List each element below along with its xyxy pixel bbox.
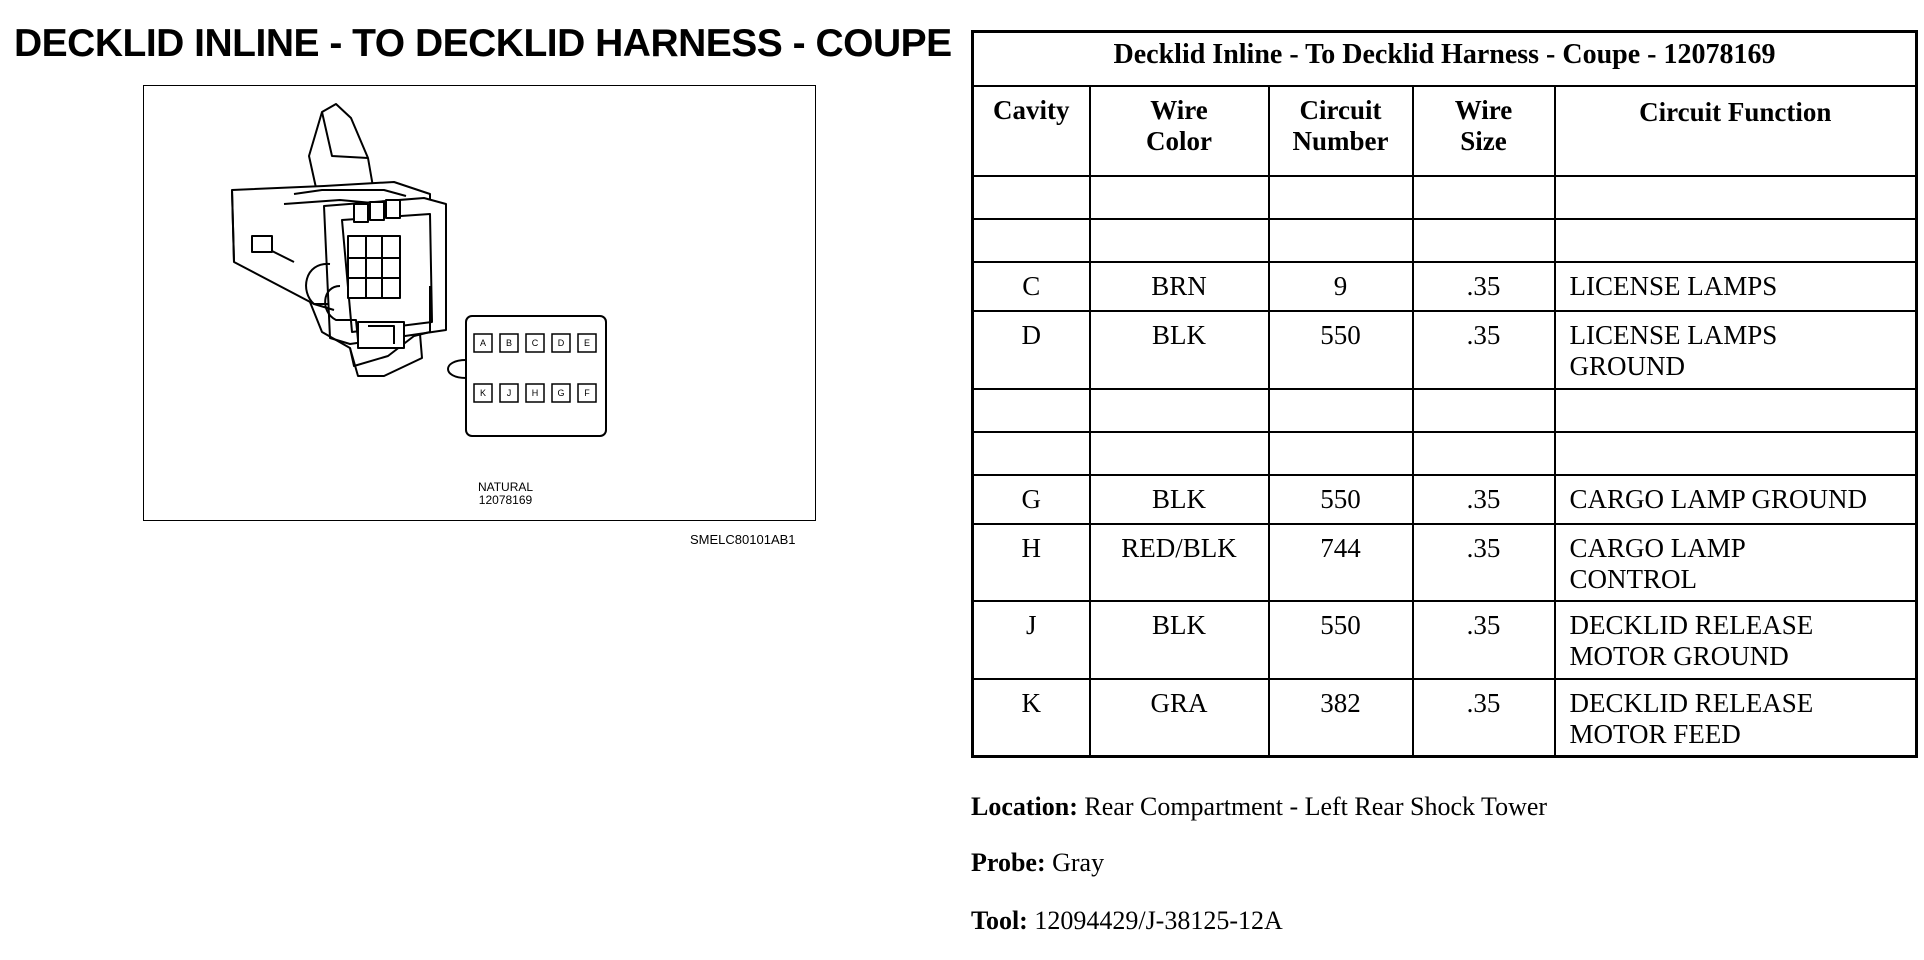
cell-circuit-function — [1555, 262, 1917, 311]
cell-wire-color — [1090, 219, 1269, 262]
connector-drawing — [144, 86, 817, 522]
cell-wire-size: .35 — [1413, 475, 1555, 524]
cell-wire-size — [1413, 219, 1555, 262]
circuit-function-line1: LICENSE LAMPS — [1569, 270, 1778, 301]
circuit-function-line1: DECKLID RELEASE — [1569, 610, 1814, 641]
table-row — [973, 475, 1917, 524]
cell-wire-size: .35 — [1413, 311, 1555, 388]
cell-circuit-function — [1555, 389, 1917, 432]
cavity-label-e: E — [583, 338, 591, 348]
cavity-label-d: D — [557, 338, 565, 348]
cell-wire-color: BLK — [1090, 475, 1269, 524]
table-row — [973, 311, 1917, 388]
figure-code: SMELC80101AB1 — [690, 532, 796, 547]
location-label: Location: — [971, 792, 1078, 821]
tool-note — [971, 906, 1283, 936]
cell-circuit-function — [1555, 475, 1917, 524]
cavity-label-h: H — [531, 388, 539, 398]
circuit-function-line2: MOTOR GROUND — [1569, 641, 1789, 672]
page-title: DECKLID INLINE - TO DECKLID HARNESS - COUPE — [14, 22, 952, 65]
cell-wire-color: RED/BLK — [1090, 524, 1269, 601]
table-row — [973, 601, 1917, 678]
table-row — [973, 262, 1917, 311]
circuit-function-line1: CARGO LAMP — [1569, 532, 1746, 563]
cell-wire-size: .35 — [1413, 601, 1555, 678]
cell-cavity: H — [973, 524, 1090, 601]
cell-cavity: C — [973, 262, 1090, 311]
cell-cavity: J — [973, 601, 1090, 678]
cell-cavity: G — [973, 475, 1090, 524]
connector-illustration — [143, 85, 816, 521]
cell-cavity: D — [973, 311, 1090, 388]
cell-circuit-number: 744 — [1269, 524, 1413, 601]
cell-circuit-number: 9 — [1269, 262, 1413, 311]
cell-cavity — [973, 389, 1090, 432]
cell-cavity — [973, 432, 1090, 475]
circuit-function-line2: MOTOR FEED — [1569, 718, 1741, 749]
circuit-function-line1: CARGO LAMP GROUND — [1569, 483, 1868, 514]
connector-pinout-table — [971, 30, 1918, 758]
location-note — [971, 792, 1547, 822]
header-circuit-function: Circuit Function — [1555, 86, 1917, 176]
circuit-function-line1: DECKLID RELEASE — [1569, 687, 1814, 718]
probe-note — [971, 848, 1104, 878]
cell-wire-color — [1090, 176, 1269, 219]
table-row — [973, 389, 1917, 432]
cavity-label-a: A — [479, 338, 487, 348]
circuit-function-line2: CONTROL — [1569, 563, 1697, 594]
cell-circuit-number: 550 — [1269, 475, 1413, 524]
table-row — [973, 524, 1917, 601]
cell-circuit-function — [1555, 311, 1917, 388]
part-caption-number: 12078169 — [478, 493, 533, 507]
cavity-label-f: F — [584, 388, 590, 398]
cell-circuit-function — [1555, 679, 1917, 757]
part-caption — [144, 481, 815, 507]
cell-wire-color — [1090, 389, 1269, 432]
cell-circuit-number — [1269, 219, 1413, 262]
table-row — [973, 219, 1917, 262]
header-circuit-number: Circuit Number — [1269, 86, 1413, 176]
cell-wire-size — [1413, 432, 1555, 475]
cavity-label-j: J — [506, 388, 512, 398]
cell-circuit-number: 550 — [1269, 601, 1413, 678]
circuit-function-line2: GROUND — [1569, 351, 1686, 382]
cell-circuit-number — [1269, 389, 1413, 432]
table-row — [973, 679, 1917, 757]
cavity-label-c: C — [531, 338, 539, 348]
cell-wire-color: GRA — [1090, 679, 1269, 757]
cell-circuit-function — [1555, 601, 1917, 678]
part-caption-color: NATURAL — [477, 480, 534, 494]
cell-circuit-function — [1555, 219, 1917, 262]
table-title: Decklid Inline - To Decklid Harness - Coupe - 12078169 — [973, 32, 1917, 86]
cell-wire-color: BRN — [1090, 262, 1269, 311]
cell-circuit-number — [1269, 176, 1413, 219]
cell-circuit-number: 382 — [1269, 679, 1413, 757]
table-body — [973, 176, 1917, 757]
cell-circuit-function — [1555, 176, 1917, 219]
cell-cavity — [973, 176, 1090, 219]
circuit-function-line1: LICENSE LAMPS — [1569, 320, 1778, 351]
tool-value: 12094429/J-38125-12A — [1034, 906, 1283, 935]
probe-label: Probe: — [971, 848, 1046, 877]
cell-wire-color — [1090, 432, 1269, 475]
cell-wire-size: .35 — [1413, 524, 1555, 601]
cell-wire-size — [1413, 176, 1555, 219]
table-row — [973, 432, 1917, 475]
cell-circuit-number — [1269, 432, 1413, 475]
cavity-label-g: G — [557, 388, 565, 398]
cell-wire-size — [1413, 389, 1555, 432]
cell-cavity: K — [973, 679, 1090, 757]
header-cavity: Cavity — [973, 86, 1090, 176]
cell-circuit-function — [1555, 432, 1917, 475]
cavity-label-k: K — [479, 388, 487, 398]
cell-wire-color: BLK — [1090, 311, 1269, 388]
cell-wire-size: .35 — [1413, 679, 1555, 757]
cell-cavity — [973, 219, 1090, 262]
header-wire-size: Wire Size — [1413, 86, 1555, 176]
cell-circuit-number: 550 — [1269, 311, 1413, 388]
location-value: Rear Compartment - Left Rear Shock Tower — [1084, 792, 1548, 821]
tool-label: Tool: — [971, 906, 1028, 935]
table-row — [973, 176, 1917, 219]
cell-wire-size: .35 — [1413, 262, 1555, 311]
probe-value: Gray — [1052, 848, 1105, 877]
cavity-label-b: B — [505, 338, 513, 348]
header-wire-color: Wire Color — [1090, 86, 1269, 176]
cell-circuit-function — [1555, 524, 1917, 601]
cell-wire-color: BLK — [1090, 601, 1269, 678]
